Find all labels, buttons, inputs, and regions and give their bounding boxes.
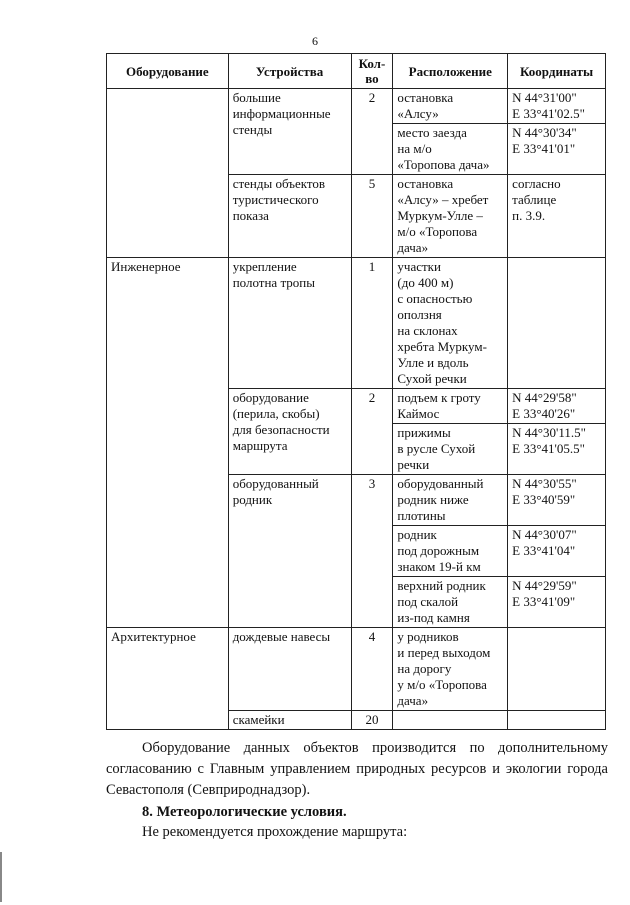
location-cell: оборудованный родник ниже плотины	[393, 475, 508, 526]
device-cell: оборудование (перила, скобы) для безопасности маршрута	[228, 389, 351, 475]
header-coordinates: Координаты	[508, 54, 606, 89]
coordinates-cell	[508, 628, 606, 711]
table-header-row	[107, 54, 606, 89]
location-cell: прижимы в русле Сухой речки	[393, 424, 508, 475]
coordinates-cell: N 44°30'55" E 33°40'59"	[508, 475, 606, 526]
header-equipment: Оборудование	[107, 54, 229, 89]
approval-paragraph: Оборудование данных объектов производится по дополнительному согласованию с Главным управлением природных ресурсов и экологии города Севастополя (Севприроднадзор).	[106, 740, 608, 798]
location-cell: верхний родник под скалой из-под камня	[393, 577, 508, 628]
coordinates-cell	[508, 258, 606, 389]
device-cell: оборудованный родник	[228, 475, 351, 628]
location-cell: участки (до 400 м) с опасностью оползня на склонах хребта Муркум- Улле и вдоль Сухой речки	[393, 258, 508, 389]
equipment-cell	[107, 89, 229, 258]
coordinates-cell: N 44°30'11.5" E 33°41'05.5"	[508, 424, 606, 475]
location-cell: у родников и перед выходом на дорогу у м/о «Торопова дача»	[393, 628, 508, 711]
device-cell: скамейки	[228, 711, 351, 730]
device-cell: дождевые навесы	[228, 628, 351, 711]
location-cell: место заезда на м/о «Торопова дача»	[393, 124, 508, 175]
header-devices: Устройства	[228, 54, 351, 89]
quantity-cell: 20	[351, 711, 393, 730]
equipment-cell: Архитектурное	[107, 628, 229, 730]
device-cell: укрепление полотна тропы	[228, 258, 351, 389]
quantity-cell: 2	[351, 389, 393, 475]
equipment-table	[106, 53, 606, 730]
coordinates-cell	[508, 711, 606, 730]
coordinates-cell: N 44°29'59" E 33°41'09"	[508, 577, 606, 628]
page-number: 6	[312, 34, 318, 48]
coordinates-cell: согласно таблице п. 3.9.	[508, 175, 606, 258]
scan-margin-line	[0, 852, 2, 902]
coordinates-cell: N 44°30'07" E 33°41'04"	[508, 526, 606, 577]
quantity-cell: 1	[351, 258, 393, 389]
equipment-cell: Инженерное	[107, 258, 229, 628]
location-cell: подъем к гроту Каймос	[393, 389, 508, 424]
quantity-cell: 2	[351, 89, 393, 175]
location-cell: родник под дорожным знаком 19-й км	[393, 526, 508, 577]
location-cell: остановка «Алсу»	[393, 89, 508, 124]
header-quantity: Кол-во	[351, 54, 393, 89]
device-cell: большие информационные стенды	[228, 89, 351, 175]
quantity-cell: 3	[351, 475, 393, 628]
header-location: Расположение	[393, 54, 508, 89]
location-cell: остановка «Алсу» – хребет Муркум-Улле – м/о «Торопова дача»	[393, 175, 508, 258]
table-row	[107, 89, 606, 124]
coordinates-cell: N 44°30'34" E 33°41'01"	[508, 124, 606, 175]
location-cell	[393, 711, 508, 730]
quantity-cell: 5	[351, 175, 393, 258]
section-text: Не рекомендуется прохождение маршрута:	[142, 824, 408, 840]
section-heading: 8. Метеорологические условия.	[142, 804, 347, 820]
table-row	[107, 258, 606, 389]
device-cell: стенды объектов туристического показа	[228, 175, 351, 258]
table-row	[107, 628, 606, 711]
coordinates-cell: N 44°29'58" E 33°40'26"	[508, 389, 606, 424]
coordinates-cell: N 44°31'00" E 33°41'02.5"	[508, 89, 606, 124]
quantity-cell: 4	[351, 628, 393, 711]
